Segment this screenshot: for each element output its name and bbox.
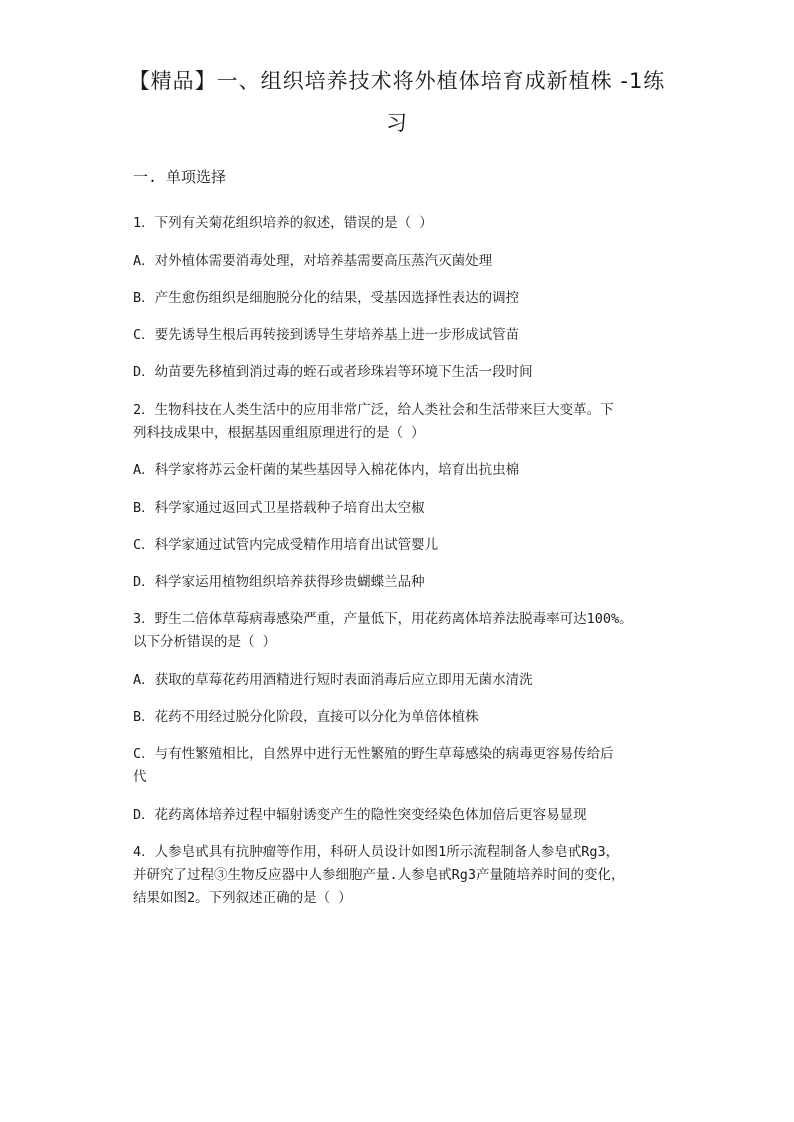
question-1-option-d: D．幼苗要先移植到消过毒的蛭石或者珍珠岩等环境下生活一段时间: [133, 364, 533, 380]
question-4-stem-line-3: 结果如图2。下列叙述正确的是（ ）: [133, 890, 352, 906]
question-4-stem-line-1: 4．人参皂甙具有抗肿瘤等作用，科研人员设计如图1所示流程制备人参皂甙Rg3，: [133, 844, 620, 860]
document-title-line-2: 习: [386, 111, 408, 135]
question-3-option-d: D．花药离体培养过程中辐射诱变产生的隐性突变经染色体加倍后更容易显现: [133, 807, 587, 823]
question-1-option-b: B．产生愈伤组织是细胞脱分化的结果，受基因选择性表达的调控: [133, 290, 520, 306]
question-2-stem-line-1: 2．生物科技在人类生活中的应用非常广泛，给人类社会和生活带来巨大变革。下: [133, 402, 614, 418]
question-1-option-c: C．要先诱导生根后再转接到诱导生芽培养基上进一步形成试管苗: [133, 327, 520, 343]
question-1-stem: 1．下列有关菊花组织培养的叙述，错误的是（ ）: [133, 215, 433, 231]
question-1-option-a: A．对外植体需要消毒处理，对培养基需要高压蒸汽灭菌处理: [133, 253, 493, 269]
question-2-option-d: D．科学家运用植物组织培养获得珍贵蝴蝶兰品种: [133, 574, 425, 590]
question-3-option-a: A．获取的草莓花药用酒精进行短时表面消毒后应立即用无菌水清洗: [133, 672, 533, 688]
question-2-option-a: A．科学家将苏云金杆菌的某些基因导入棉花体内，培育出抗虫棉: [133, 462, 520, 478]
question-2-stem-line-2: 列科技成果中，根据基因重组原理进行的是（ ）: [133, 425, 425, 441]
question-3-option-c-line-1: C．与有性繁殖相比，自然界中进行无性繁殖的野生草莓感染的病毒更容易传给后: [133, 746, 614, 762]
question-2-option-b: B．科学家通过返回式卫星搭载种子培育出太空椒: [133, 500, 425, 516]
document-title-line-1: 【精品】一、组织培养技术将外植体培育成新植株 -1练: [128, 69, 666, 93]
question-3-option-b: B．花药不用经过脱分化阶段，直接可以分化为单倍体植株: [133, 709, 479, 725]
question-3-option-c-line-2: 代: [133, 769, 147, 785]
section-heading: 一. 单项选择: [133, 168, 227, 186]
question-2-option-c: C．科学家通过试管内完成受精作用培育出试管婴儿: [133, 537, 439, 553]
question-4-stem-line-2: 并研究了过程③生物反应器中人参细胞产量.人参皂甙Rg3产量随培养时间的变化，: [133, 867, 625, 883]
question-3-stem-line-1: 3．野生二倍体草莓病毒感染严重，产量低下，用花药离体培养法脱毒率可达100%。: [133, 611, 633, 627]
question-3-stem-line-2: 以下分析错误的是（ ）: [133, 634, 277, 650]
